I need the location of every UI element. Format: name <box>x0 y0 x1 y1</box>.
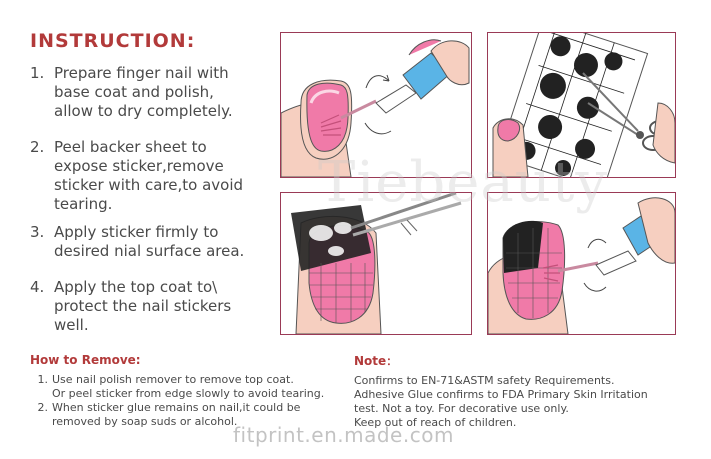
step-2 <box>30 138 243 214</box>
illustration-panel-cut-sticker <box>487 32 676 178</box>
site-watermark: fitprint.en.made.com <box>233 423 454 447</box>
illustration-panel-apply-sticker <box>280 192 472 335</box>
step-text: Apply the top coat to\ protect the nail stickers well. <box>54 278 232 334</box>
how-to-remove-title: How to Remove: <box>30 353 141 367</box>
scissors-illustration <box>488 33 675 177</box>
remove-item-1 <box>30 373 350 401</box>
how-to-remove-list <box>30 373 350 429</box>
note-line: test. Not a toy. For decorative use only. <box>354 402 569 415</box>
nail-brush-illustration <box>281 33 471 177</box>
step-number: 1. <box>30 64 45 82</box>
step-3 <box>30 223 244 261</box>
step-text: Peel backer sheet to expose sticker,remove sticker with care,to avoid tearing. <box>54 138 244 213</box>
step-number: 2. <box>30 138 45 156</box>
step-4 <box>30 278 231 335</box>
lace-sticker-illustration <box>488 193 675 334</box>
note-line: Adhesive Glue confirms to FDA Primary Skin Irritation <box>354 388 648 401</box>
note-line: Keep out of reach of children. <box>354 416 517 429</box>
brand-watermark: Tiebeauty <box>318 150 608 215</box>
remove-item-text: When sticker glue remains on nail,it could be removed by soap suds or alcohol. <box>52 401 301 428</box>
step-number: 3. <box>30 223 45 241</box>
instruction-title: INSTRUCTION: <box>30 30 196 52</box>
remove-item-number: 2. <box>37 401 48 414</box>
tweezers-illustration <box>281 193 471 334</box>
note-line: Confirms to EN-71&ASTM safety Requirements. <box>354 374 615 387</box>
note-title: Note： <box>354 354 399 368</box>
illustration-panel-top-coat <box>487 192 676 335</box>
step-number: 4. <box>30 278 45 296</box>
step-text: Apply sticker firmly to desired nial surface area. <box>54 223 245 260</box>
note-text <box>354 374 694 430</box>
remove-item-text: Use nail polish remover to remove top coat. Or peel sticker from edge slowly to avoid tearing. <box>52 373 325 400</box>
remove-item-number: 1. <box>37 373 48 386</box>
step-text: Prepare finger nail with base coat and polish, allow to dry completely. <box>54 64 233 120</box>
step-1 <box>30 64 233 121</box>
illustration-panel-base-coat <box>280 32 472 178</box>
